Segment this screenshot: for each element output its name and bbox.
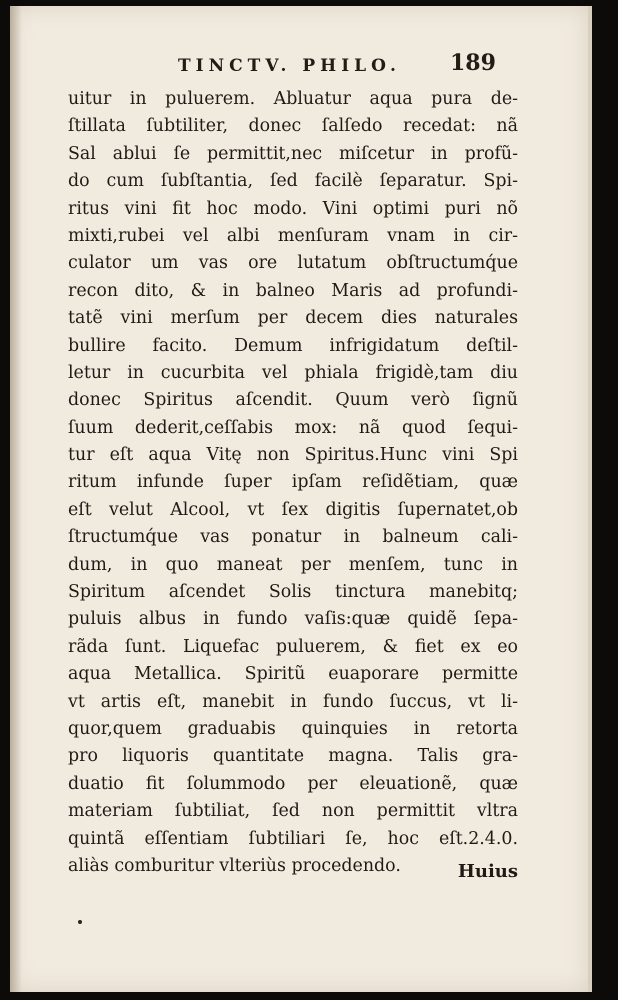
running-head: TINCTV. PHILO. xyxy=(178,56,401,76)
page-gutter-shadow xyxy=(10,6,22,992)
body-text xyxy=(68,86,518,880)
text-line: ſtillata ſubtiliter, donec ſalſedo recedat: nã xyxy=(68,116,518,137)
text-line: materiam ſubtiliat, ſed non permittit vltra xyxy=(68,801,518,822)
text-line: uitur in puluerem. Abluatur aqua pura de- xyxy=(68,89,518,109)
text-line: quor,quem graduabis quinquies in retorta xyxy=(68,718,518,739)
text-line: pro liquoris quantitate magna. Talis gra- xyxy=(68,746,518,767)
text-line: ſuum dederit,ceſſabis mox: nã quod ſequi- xyxy=(68,417,518,438)
page-edge xyxy=(588,6,592,992)
text-line: dum, in quo maneat per menſem, tunc in xyxy=(68,554,518,575)
text-line: recon dito, & in balneo Maris ad profundi- xyxy=(68,280,518,301)
text-line: quintã eſſentiam ſubtiliari ſe, hoc eſt.2.4.0. xyxy=(68,828,518,849)
text-line: puluis albus in fundo vaſis:quæ quidẽ ſepa- xyxy=(68,609,518,630)
text-line: donec Spiritus aſcendit. Quum verò ſignũ xyxy=(68,390,518,411)
text-line: eſt velut Alcool, vt ſex digitis ſupernatet,ob xyxy=(68,499,518,520)
page-number: 189 xyxy=(450,50,496,76)
text-line: aqua Metallica. Spiritũ euaporare permitte xyxy=(68,664,518,685)
ink-dot xyxy=(78,920,82,924)
text-line: rãda ſunt. Liquefac puluerem, & fiet ex eo xyxy=(68,636,518,657)
text-line: tur eſt aqua Vitę non Spiritus.Hunc vini Spi xyxy=(68,445,518,466)
text-line: culator um vas ore lutatum obſtructumq́ue xyxy=(68,253,518,274)
text-line: ritum infunde ſuper ipſam reſidẽtiam, quæ xyxy=(68,472,518,493)
catchword: Huius xyxy=(457,861,518,882)
text-line-last: aliàs comburitur vlteriùs procedendo. xyxy=(68,855,401,876)
text-line: ritus vini fit hoc modo. Vini optimi puri nõ xyxy=(68,198,518,219)
text-line: ſtructumq́ue vas ponatur in balneum cali- xyxy=(68,527,518,548)
page-header xyxy=(10,52,588,82)
text-line: do cum ſubſtantia, ſed facilè ſeparatur. Spi- xyxy=(68,171,518,192)
text-line: Sal ablui ſe permittit,nec miſcetur in profũ- xyxy=(68,143,518,164)
text-line: letur in cucurbita vel phiala frigidè,tam diu xyxy=(68,362,518,383)
text-line: tatẽ vini merſum per decem dies naturales xyxy=(68,308,518,329)
text-line: Spiritum aſcendet Solis tinctura manebitq; xyxy=(68,582,518,603)
catchword-line xyxy=(68,861,518,889)
text-line: vt artis eſt, manebit in fundo ſuccus, vt li- xyxy=(68,691,518,712)
book-page xyxy=(10,6,588,992)
text-line: duatio fit ſolummodo per eleuationẽ, quæ xyxy=(68,773,518,794)
text-line: bullire facito. Demum infrigidatum deſtil- xyxy=(68,335,518,356)
text-line: mixti,rubei vel albi menſuram vnam in cir- xyxy=(68,225,518,246)
